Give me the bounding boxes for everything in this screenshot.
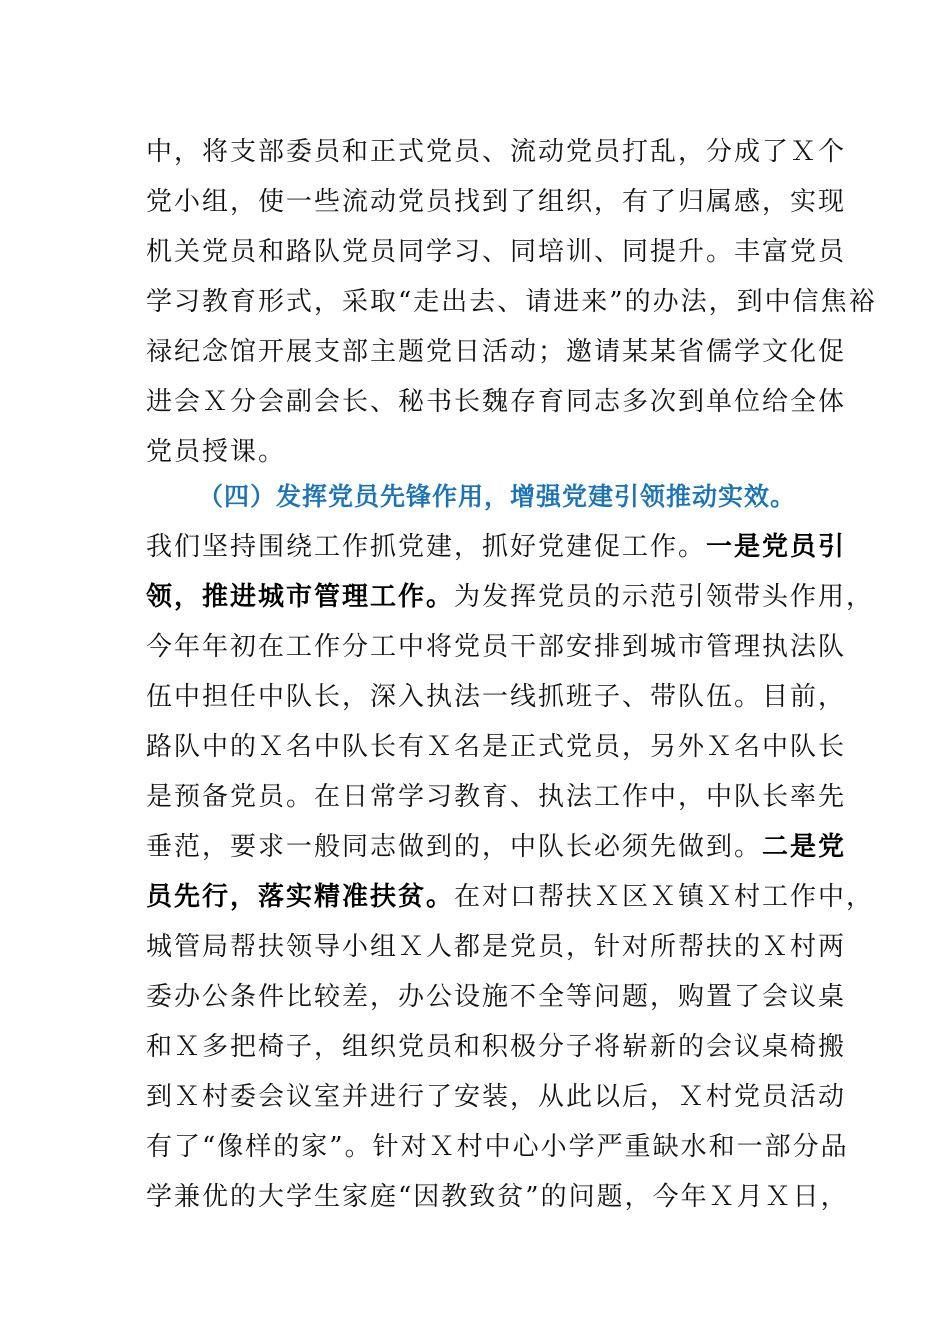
paragraph-line: 是预备党员。在日常学习教育、执法工作中，中队长率先 — [146, 782, 847, 812]
paragraph-line — [146, 872, 875, 922]
paragraph-line: 机关党员和路队党员同学习、同培训、同提升。丰富党员 — [146, 237, 847, 267]
bold-text: 领，推进城市管理工作。 — [146, 582, 455, 612]
section-heading: （四）发挥党员先锋作用，增强党建引领推动实效。 — [198, 482, 797, 511]
paragraph-line: 伍中担任中队长，深入执法一线抓班子、带队伍。目前， — [146, 682, 847, 712]
bold-text: 二是党 — [762, 832, 847, 862]
paragraph-line: 中，将支部委员和正式党员、流动党员打乱，分成了Ｘ个 — [146, 137, 847, 167]
paragraph-line: 今年年初在工作分工中将党员干部安排到城市管理执法队 — [146, 632, 847, 662]
paragraph-line: 委办公条件比较差，办公设施不全等问题，购置了会议桌 — [146, 982, 847, 1012]
paragraph-line: 进会Ｘ分会副会长、秘书长魏存育同志多次到单位给全体 — [146, 387, 847, 417]
paragraph-line: 有了“像样的家”。针对Ｘ村中心小学严重缺水和一部分品 — [146, 1132, 849, 1162]
paragraph-line: 禄纪念馆开展支部主题党日活动；邀请某某省儒学文化促 — [146, 337, 847, 367]
paragraph-line: 学兼优的大学生家庭“因教致贫”的问题，今年Ｘ月Ｘ日， — [146, 1182, 849, 1212]
paragraph-line: 到Ｘ村委会议室并进行了安装，从此以后，Ｘ村党员活动 — [146, 1082, 847, 1112]
plain-text: 垂范，要求一般同志做到的，中队长必须先做到。 — [146, 832, 763, 862]
paragraph-line: 党小组，使一些流动党员找到了组织，有了归属感，实现 — [146, 187, 847, 217]
paragraph-line — [146, 572, 875, 622]
plain-text: 我们坚持围绕工作抓党建，抓好党建促工作。 — [146, 532, 707, 562]
paragraph-line: 和Ｘ多把椅子，组织党员和积极分子将崭新的会议桌椅搬 — [146, 1032, 847, 1062]
paragraph-line — [146, 822, 847, 872]
paragraph-line: 城管局帮扶领导小组Ｘ人都是党员，针对所帮扶的Ｘ村两 — [146, 932, 847, 962]
paragraph-line: 学习教育形式，采取“走出去、请进来”的办法，到中信焦裕 — [146, 287, 877, 317]
plain-text: 在对口帮扶Ｘ区Ｘ镇Ｘ村工作中， — [454, 882, 875, 912]
paragraph-line: 路队中的Ｘ名中队长有Ｘ名是正式党员，另外Ｘ名中队长 — [146, 732, 847, 762]
paragraph-line: 党员授课。 — [146, 437, 287, 467]
bold-text: 员先行，落实精准扶贫。 — [146, 882, 455, 912]
plain-text: 为发挥党员的示范引领带头作用， — [454, 582, 875, 612]
bold-text: 一是党员引 — [706, 532, 847, 562]
paragraph-line — [146, 522, 847, 572]
